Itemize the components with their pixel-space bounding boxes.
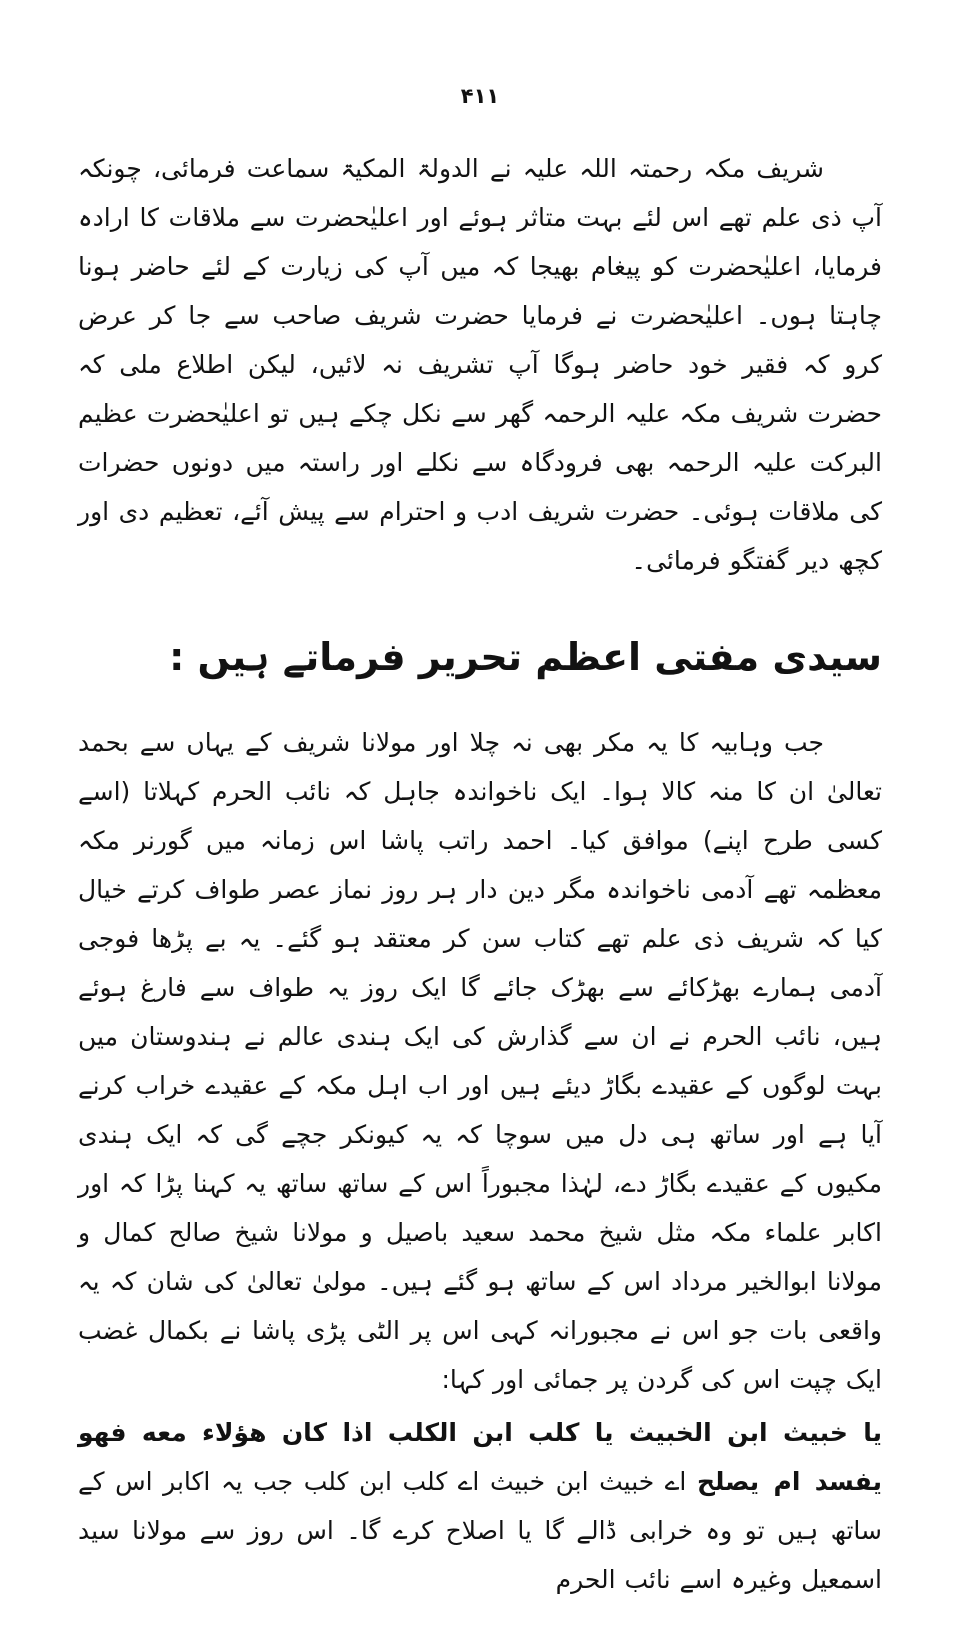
page-number: ۴۱۱ — [460, 84, 500, 108]
quote-paragraph — [78, 1408, 882, 1604]
paragraph-1: شریف مکہ رحمتہ اللہ علیہ نے الدولۃ المکیۃ سماعت فرمائی، چونکہ آپ ذی علم تھے اس لئے بہت متاثر ہوئے اور اعلیٰحضرت سے ملاقات کا ارادہ فرمایا، اعلیٰحضرت کو پیغام بھیجا کہ میں آپ کی زیارت کے لئے حاضر ہونا چاہتا ہوں۔ اعلیٰحضرت نے فرمایا حضرت شریف صاحب سے جا کر عرض کرو کہ فقیر خود حاضر ہوگا آپ تشریف نہ لائیں، لیکن اطلاع ملی کہ حضرت شریف مکہ علیہ الرحمہ گھر سے نکل چکے ہیں تو اعلیٰحضرت عظیم البرکت علیہ الرحمہ بھی فرودگاہ سے نکلے اور راستہ میں دونوں حضرات کی ملاقات ہوئی۔ حضرت شریف ادب و احترام سے پیش آئے، تعظیم دی اور کچھ دیر گفتگو فرمائی۔ — [78, 154, 882, 575]
translation-text: اے خبیث ابن خبیث اے کلب ابن کلب جب یہ اکابر اس کے ساتھ ہیں تو وہ خرابی ڈالے گا یا اصلاح کرے گا۔ اس روز سے مولانا سید اسمعیل وغیرہ اسے نائب الحرم — [78, 1467, 882, 1595]
section-heading: سیدی مفتی اعظم تحریر فرماتے ہیں : — [169, 635, 882, 679]
arabic-quote: یا خبیث ابن الخبیث یا کلب ابن الکلب اذا کان هؤلاء معه فهو یفسد ام یصلح — [78, 1418, 882, 1497]
paragraph-2: جب وہابیہ کا یہ مکر بھی نہ چلا اور مولانا شریف کے یہاں سے بحمد تعالیٰ ان کا منہ کالا ہوا۔ ایک ناخواندہ جاہل کہ نائب الحرم کہلاتا (اسے کسی طرح اپنے) موافق کیا۔ احمد راتب پاشا اس زمانہ میں گورنر مکہ معظمہ تھے آدمی ناخواندہ مگر دین دار ہر روز نماز عصر طواف کرتے خیال کیا کہ شریف ذی علم تھے کتاب سن کر معتقد ہو گئے۔ یہ بے پڑھا فوجی آدمی ہمارے بھڑکائے سے بھڑک جائے گا ایک روز یہ طواف سے فارغ ہوئے ہیں، نائب الحرم نے ان سے گذارش کی ایک ہندی عالم نے ہندوستان میں بہت لوگوں کے عقیدے بگاڑ دیئے ہیں اور اب اہل مکہ کے عقیدے خراب کرنے آیا ہے اور ساتھ ہی دل میں سوچا کہ یہ کیونکر جچے گی کہ ایک ہندی مکیوں کے عقیدے بگاڑ دے، لہٰذا مجبوراً اس کے ساتھ ساتھ یہ کہنا پڑا کہ اور اکابر علماء مکہ مثل شیخ محمد سعید باصیل و مولانا شیخ صالح کمال و مولانا ابوالخیر مرداد اس کے ساتھ ہو گئے ہیں۔ مولیٰ تعالیٰ کی شان کہ یہ واقعی بات جو اس نے مجبورانہ کہی اس پر الٹی پڑی پاشا نے بکمال غضب ایک چپت اس کی گردن پر جمائی اور کہا: — [78, 728, 882, 1395]
